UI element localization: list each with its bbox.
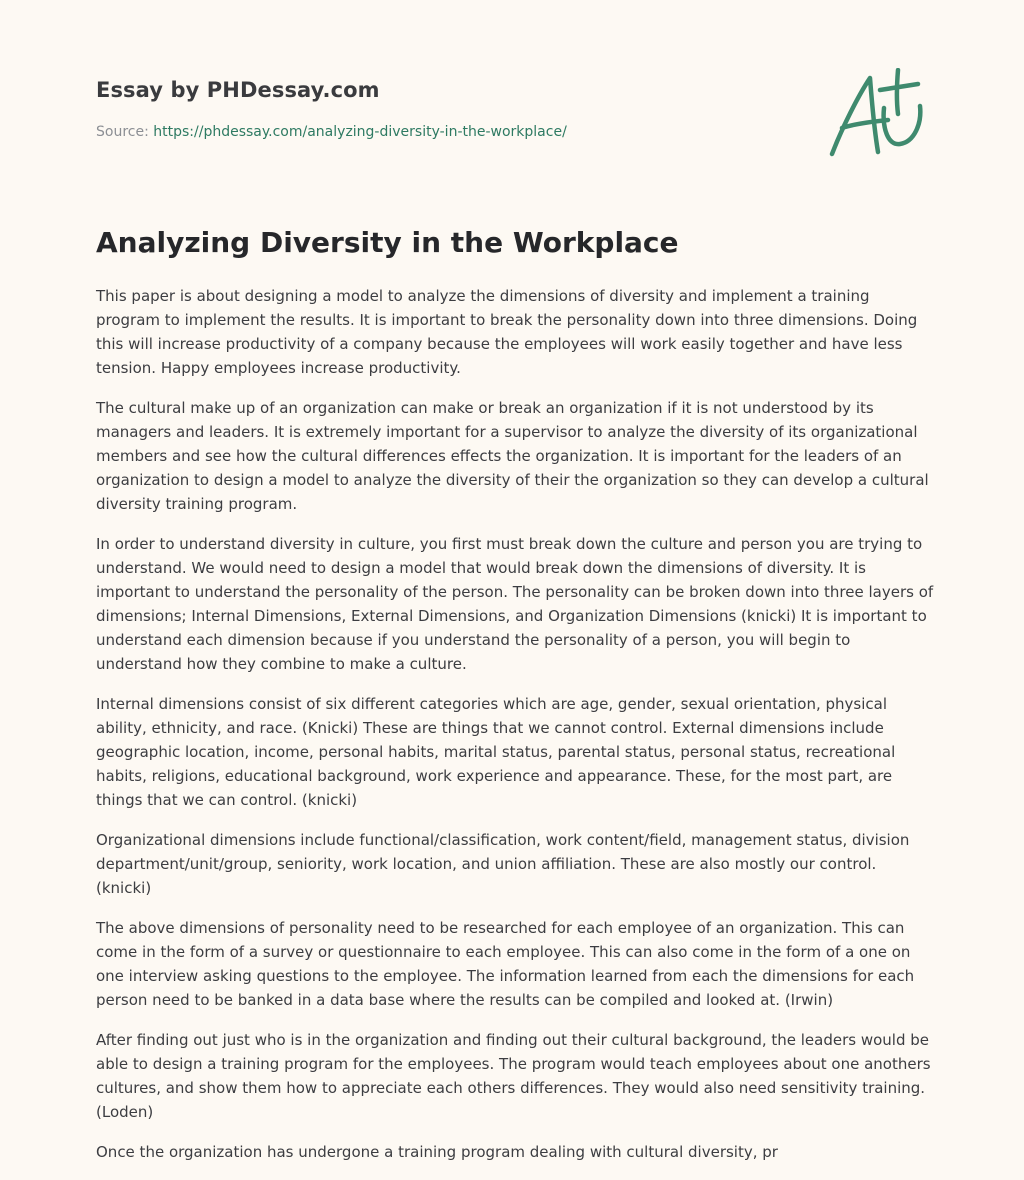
source-line — [96, 124, 567, 140]
essay-paragraph: Internal dimensions consist of six different categories which are age, gender, sexual orientation, physical ability, ethnicity, and race. (Knicki) These are things that we cannot control. External dimensions include geographic location, income, personal habits, marital status, parental status, personal status, recreational habits, religions, educational background, work experience and appearance. These, for the most part, are things that we can control. (knicki) — [96, 695, 896, 809]
essay-paragraph: The cultural make up of an organization can make or break an organization if it is not understood by its managers and leaders. It is extremely important for a supervisor to analyze the diversity of its organizational members and see how the cultural differences effects the organization. It is important for the leaders of an organization to design a model to analyze the diversity of their the organization so they can develop a cultural diversity training program. — [96, 399, 929, 513]
essay-paragraph: After finding out just who is in the organization and finding out their cultural background, the leaders would be able to design a training program for the employees. The program would teach employees about one anothers cultures, and show them how to appreciate each others differences. They would also need sensitivity training. (Loden) — [96, 1031, 931, 1121]
essay-paragraph: The above dimensions of personality need to be researched for each employee of an organization. This can come in the form of a survey or questionnaire to each employee. This can also come in the form of a one on one interview asking questions to the employee. The information learned from each the dimensions for each person need to be banked in a data base where the results can be compiled and looked at. (Irwin) — [96, 919, 915, 1009]
source-link[interactable]: https://phdessay.com/analyzing-diversity-in-the-workplace/ — [153, 124, 567, 140]
page-header — [96, 74, 928, 174]
brand-title: Essay by PHDessay.com — [96, 78, 380, 102]
essay-body — [96, 284, 936, 1180]
essay-paragraph: Once the organization has undergone a training program dealing with cultural diversity, pr — [96, 1143, 778, 1161]
essay-paragraph: This paper is about designing a model to analyze the dimensions of diversity and implement a training program to implement the results. It is important to break the personality down into three dimensions. Doing this will increase productivity of a company because the employees will work easily together and have less tension. Happy employees increase productivity. — [96, 287, 918, 377]
a-plus-logo-icon — [828, 68, 926, 160]
essay-paragraph: In order to understand diversity in culture, you first must break down the culture and person you are trying to understand. We would need to design a model that would break down the dimensions of diversity. It is important to understand the personality of the person. The personality can be broken down into three layers of dimensions; Internal Dimensions, External Dimensions, and Organization Dimensions (knicki) It is important to understand each dimension because if you understand the personality of a person, you will begin to understand how they combine to make a culture. — [96, 535, 934, 673]
essay-title: Analyzing Diversity in the Workplace — [96, 226, 679, 259]
essay-paragraph: Organizational dimensions include functional/classification, work content/field, management status, division department/unit/group, seniority, work location, and union affiliation. These are also mostly our control. (knicki) — [96, 831, 910, 897]
source-label: Source: — [96, 124, 154, 140]
